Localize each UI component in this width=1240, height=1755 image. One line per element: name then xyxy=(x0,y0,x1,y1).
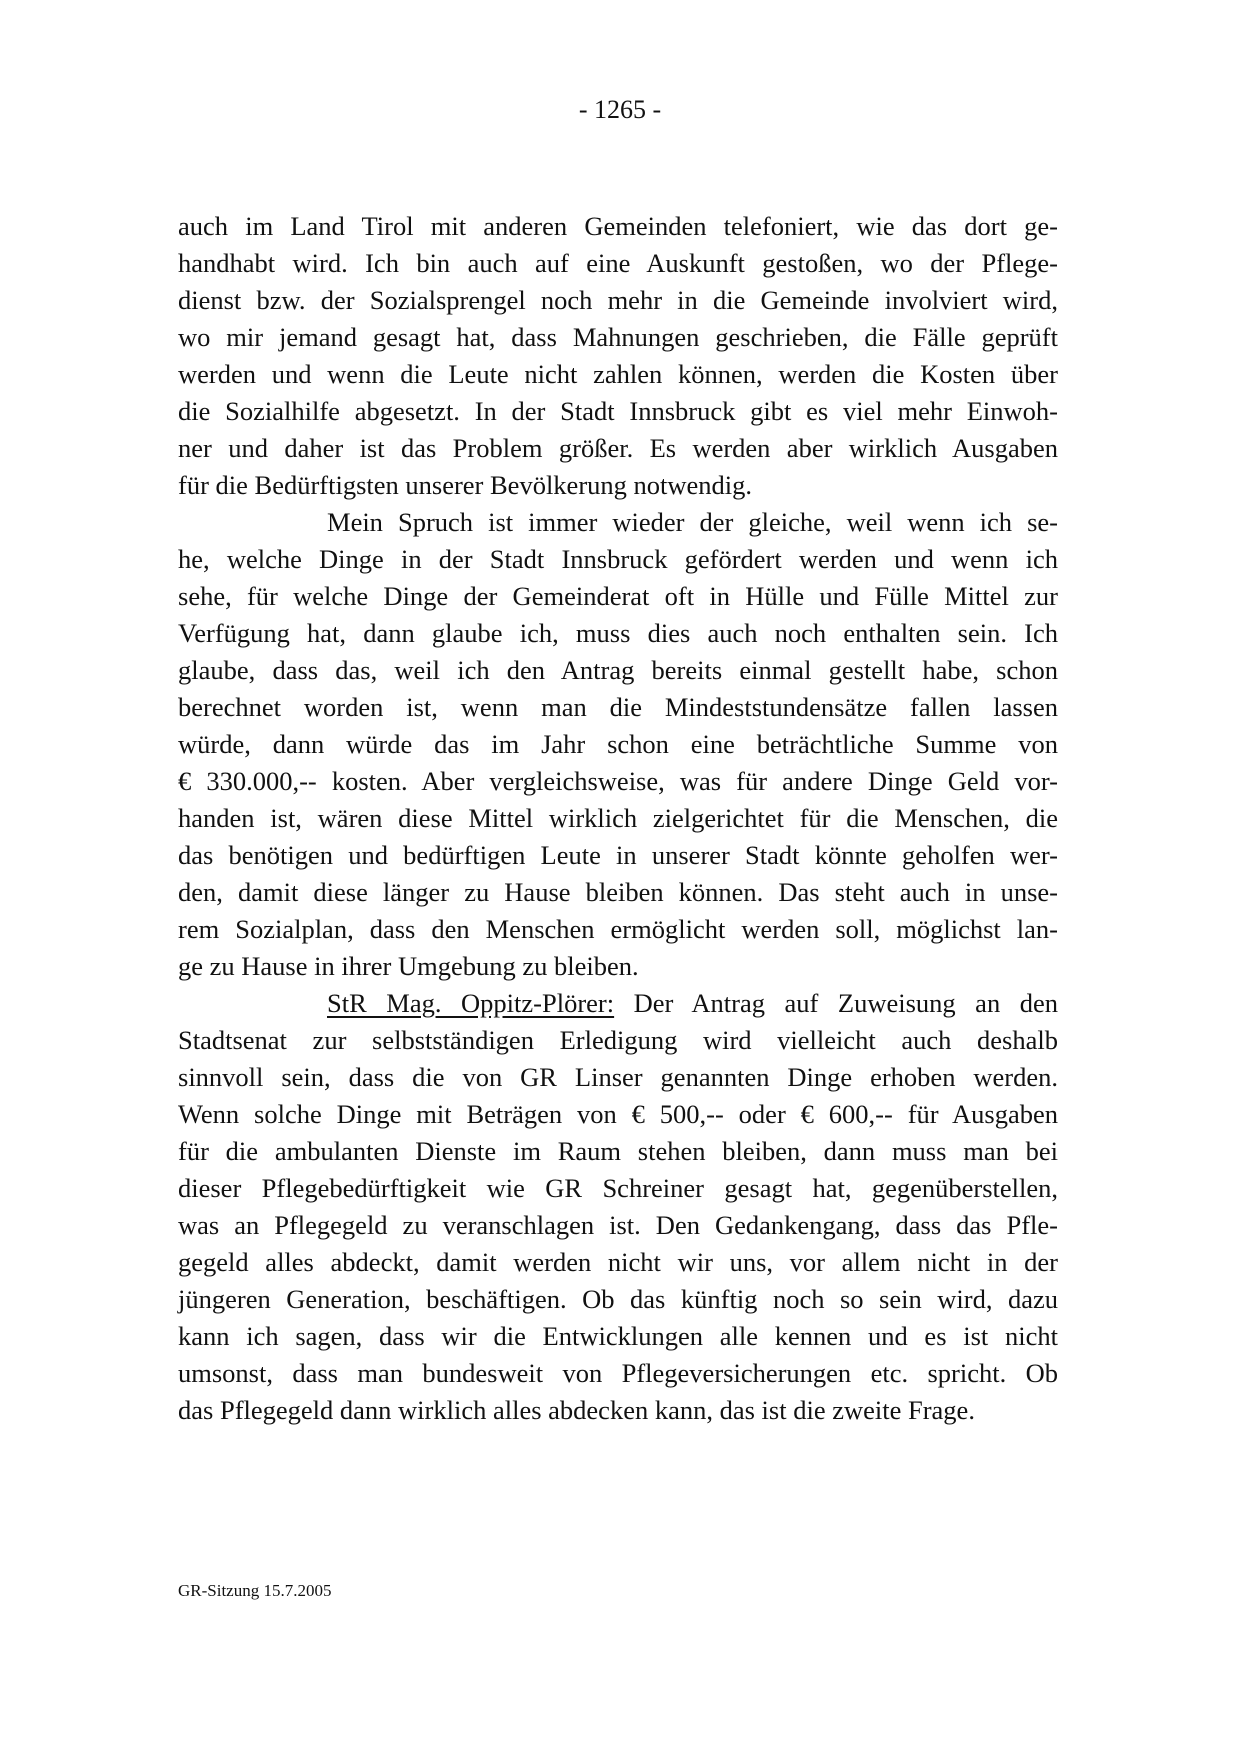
text-line: kann ich sagen, dass wir die Entwicklungen alle kennen und es ist nicht xyxy=(178,1321,1058,1351)
text-line: ge zu Hause in ihrer Umgebung zu bleiben. xyxy=(178,951,639,981)
paragraph-2 xyxy=(178,504,1058,985)
text-line: berechnet worden ist, wenn man die Mindeststundensätze fallen lassen xyxy=(178,692,1058,722)
text-line: handen ist, wären diese Mittel wirklich zielgerichtet für die Menschen, die xyxy=(178,803,1058,833)
speaker-name: StR Mag. Oppitz-Plörer: xyxy=(327,988,615,1018)
text-line: sehe, für welche Dinge der Gemeinderat oft in Hülle und Fülle Mittel zur xyxy=(178,581,1058,611)
text-line: he, welche Dinge in der Stadt Innsbruck gefördert werden und wenn ich xyxy=(178,544,1058,574)
text-line: umsonst, dass man bundesweit von Pflegeversicherungen etc. spricht. Ob xyxy=(178,1358,1058,1388)
text-line: für die ambulanten Dienste im Raum stehen bleiben, dann muss man bei xyxy=(178,1136,1058,1166)
text-line: die Sozialhilfe abgesetzt. In der Stadt Innsbruck gibt es viel mehr Einwoh- xyxy=(178,396,1058,426)
text-line: gegeld alles abdeckt, damit werden nicht wir uns, vor allem nicht in der xyxy=(178,1247,1058,1277)
text-line: auch im Land Tirol mit anderen Gemeinden telefoniert, wie das dort ge- xyxy=(178,211,1058,241)
text-line: für die Bedürftigsten unserer Bevölkerung notwendig. xyxy=(178,470,753,500)
text-line: was an Pflegegeld zu veranschlagen ist. Den Gedankengang, dass das Pfle- xyxy=(178,1210,1058,1240)
text-line: würde, dann würde das im Jahr schon eine beträchtliche Summe von xyxy=(178,729,1058,759)
speaker-line xyxy=(178,985,1058,1022)
text-line: sinnvoll sein, dass die von GR Linser genannten Dinge erhoben werden. xyxy=(178,1062,1058,1092)
text-line: das Pflegegeld dann wirklich alles abdecken kann, das ist die zweite Frage. xyxy=(178,1395,975,1425)
text-line: Mein Spruch ist immer wieder der gleiche, weil wenn ich se- xyxy=(327,507,1058,537)
text-line: € 330.000,-- kosten. Aber vergleichsweise, was für andere Dinge Geld vor- xyxy=(178,766,1058,796)
text-line: den, damit diese länger zu Hause bleiben können. Das steht auch in unse- xyxy=(178,877,1058,907)
text-line: handhabt wird. Ich bin auch auf eine Auskunft gestoßen, wo der Pflege- xyxy=(178,248,1058,278)
text-line: werden und wenn die Leute nicht zahlen können, werden die Kosten über xyxy=(178,359,1058,389)
text-line: Stadtsenat zur selbstständigen Erledigung wird vielleicht auch deshalb xyxy=(178,1025,1058,1055)
text-line: wo mir jemand gesagt hat, dass Mahnungen geschrieben, die Fälle geprüft xyxy=(178,322,1058,352)
text-line: rem Sozialplan, dass den Menschen ermöglicht werden soll, möglichst lan- xyxy=(178,914,1058,944)
text-line: jüngeren Generation, beschäftigen. Ob das künftig noch so sein wird, dazu xyxy=(178,1284,1058,1314)
text-line: dieser Pflegebedürftigkeit wie GR Schreiner gesagt hat, gegenüberstellen, xyxy=(178,1173,1058,1203)
text-line: ner und daher ist das Problem größer. Es werden aber wirklich Ausgaben xyxy=(178,433,1058,463)
text-line: Wenn solche Dinge mit Beträgen von € 500,-- oder € 600,-- für Ausgaben xyxy=(178,1099,1058,1129)
text-line: dienst bzw. der Sozialsprengel noch mehr in die Gemeinde involviert wird, xyxy=(178,285,1058,315)
text-line: Verfügung hat, dann glaube ich, muss dies auch noch enthalten sein. Ich xyxy=(178,618,1058,648)
page-number: - 1265 - xyxy=(578,95,662,124)
text-line: das benötigen und bedürftigen Leute in unserer Stadt könnte geholfen wer- xyxy=(178,840,1058,870)
paragraph-1 xyxy=(178,208,1058,504)
speaker-line-text: Der Antrag auf Zuweisung an den xyxy=(614,988,1058,1018)
paragraph-3 xyxy=(178,985,1058,1429)
text-line: glaube, dass das, weil ich den Antrag bereits einmal gestellt habe, schon xyxy=(178,655,1058,685)
footer-session-date: GR-Sitzung 15.7.2005 xyxy=(178,1581,332,1600)
document-body xyxy=(178,208,1058,1429)
